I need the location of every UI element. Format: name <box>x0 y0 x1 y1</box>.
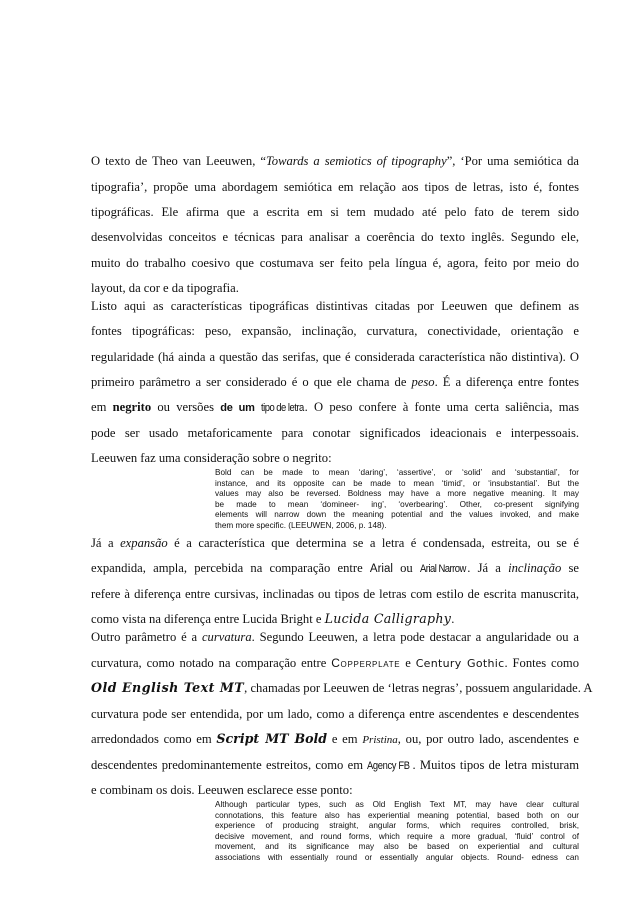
text-run: , chamadas por Leeuwen de ‘letras negras’, possuem angularidade. A <box>244 681 593 695</box>
text-run: Leeuwen faz uma consideração sobre o negrito: <box>91 451 332 465</box>
text-run: . Muitos tipos de letra misturam <box>412 758 579 772</box>
text-run: Já a <box>91 536 121 550</box>
body-text-line <box>91 680 593 696</box>
body-text-line <box>91 280 579 296</box>
body-text-line <box>91 757 579 774</box>
body-text-line <box>91 450 579 466</box>
text-run: tipográficas. Ele afirma que a escrita em si tem mudado até pelo fato de terem sido <box>91 205 579 219</box>
text-run: . Fontes como <box>504 656 580 670</box>
styled-text: Arial Narrow <box>419 563 466 575</box>
text-run: tipografia’, propõe uma abordagem semiótica em relação aos tipos de letras, isto é, fontes <box>91 180 579 194</box>
text-run: curvatura, como notado na comparação entre <box>91 656 332 670</box>
body-text-line <box>91 255 579 271</box>
text-run: e <box>400 656 416 670</box>
body-text-line <box>91 399 579 416</box>
body-text-line <box>91 629 579 645</box>
text-run: regularidade (há ainda a questão das serifas, que é considerada característica não distintiva). O <box>91 350 579 364</box>
body-text-line <box>91 425 579 441</box>
styled-text: tipo de letra <box>260 402 304 414</box>
text-run: muito do trabalho coesivo que costumava ser feito pela língua é, agora, feito por meio do <box>91 256 579 270</box>
styled-text: Arial <box>369 563 393 575</box>
block-quote-line: connotations, this feature also has experiential meaning potential, based both on our <box>215 810 579 820</box>
text-run: O texto de Theo van Leeuwen, “ <box>91 154 266 168</box>
body-text-line <box>91 535 579 551</box>
text-run: Outro parâmetro é a <box>91 630 202 644</box>
block-quote-line: be made to mean ‘domineer- ing’, ‘overbearing’. Other, co-present signifying <box>215 499 579 509</box>
text-run: . O peso confere à fonte uma certa saliência, mas <box>304 400 580 414</box>
styled-text: Old English Text MT <box>91 680 245 695</box>
block-quote-line: instance, and its opposite can be made to mean ‘timid’, or ‘insubstantial’. But the <box>215 478 579 488</box>
block-quote-line: them more specific. (LEEUWEN, 2006, p. 148). <box>215 521 387 530</box>
body-text-line <box>91 374 579 390</box>
styled-text: Script MT Bold <box>216 731 328 746</box>
body-text-line <box>91 323 579 339</box>
body-text-line <box>91 731 579 748</box>
text-run: . <box>451 612 455 626</box>
body-text-line <box>91 349 579 365</box>
text-run: refere à diferença entre cursivas, inclinadas ou tipos de letras com estilo de escrita manuscrita, <box>91 587 579 601</box>
text-run: fontes tipográficas: peso, expansão, inclinação, curvatura, conectividade, orientação e <box>91 324 579 338</box>
block-quote-line: Bold can be made to mean ‘daring’, ‘assertive’, or ‘solid’ and ‘substantial’, for <box>215 468 579 477</box>
body-text-line <box>91 560 579 577</box>
body-text-line <box>91 229 579 245</box>
text-run: , ou, por outro lado, ascendentes e <box>397 732 580 746</box>
styled-text: expansão <box>120 536 168 550</box>
text-run: em <box>91 400 113 414</box>
body-text-line <box>91 298 579 314</box>
styled-text: inclinação <box>508 561 562 575</box>
text-run: arredondados como em <box>91 732 217 746</box>
text-run: layout, da cor e da tipografia. <box>91 281 239 295</box>
text-run: e em <box>327 732 363 746</box>
text-run: se <box>561 561 579 575</box>
text-run: primeiro parâmetro a ser considerado é o que ele chama de <box>91 375 412 389</box>
text-run: . Já a <box>467 561 509 575</box>
body-text-line <box>91 153 579 169</box>
block-quote-line: decisive movement, and round forms, which require a more gradual, ‘fluid’ control of <box>215 831 579 841</box>
styled-text: Pristina <box>362 734 398 746</box>
text-run: . É a diferença entre fontes <box>434 375 579 389</box>
body-text-line <box>91 204 579 220</box>
body-text-line <box>91 179 579 195</box>
block-quote-line: values may also be reversed. Boldness may have a more negative meaning. It may <box>215 489 579 499</box>
styled-text: Agency FB <box>367 760 410 772</box>
text-run: pode ser usado metaforicamente para conotar significados ideacionais e interpessoais. <box>91 426 579 440</box>
text-run: desenvolvidas conceitos e técnicas para analisar a coerência do texto inglês. Segundo ele, <box>91 230 579 244</box>
text-run: descendentes predominantemente estreitos, como em <box>91 758 368 772</box>
body-text-line <box>91 782 579 798</box>
styled-text: Copperplate <box>331 656 401 670</box>
text-run: curvatura pode ser entendida, por um lado, como a diferença entre ascendentes e descendentes <box>91 707 579 721</box>
text-run: como vista na diferença entre Lucida Bright e <box>91 612 325 626</box>
body-text-line <box>91 611 579 627</box>
body-text-line <box>91 706 579 722</box>
styled-text: de um <box>220 402 255 414</box>
block-quote-line: associations with essentially round or essentially angular objects. Round- edness can <box>215 853 579 862</box>
text-run: é a característica que determina se a letra é condensada, estreita, ou se é <box>167 536 579 550</box>
styled-text: Lucida Calligraphy <box>324 611 452 626</box>
block-quote-line: elements will narrow down the meaning potential and the values invoked, and make <box>215 510 579 520</box>
block-quote-line: experience of producing straight, angular forms, which requires controlled, brisk, <box>215 821 579 831</box>
styled-text: peso <box>411 375 435 389</box>
styled-text: Century Gothic <box>415 657 505 670</box>
block-quote-line: Although particular types, such as Old English Text MT, may have clear cultural <box>215 800 579 809</box>
text-run: ”, ‘Por uma semiótica da <box>446 154 579 168</box>
text-run: ou versões <box>151 400 221 414</box>
text-run: e combinam os dois. Leeuwen esclarece esse ponto: <box>91 783 353 797</box>
text-run: . Segundo Leeuwen, a letra pode destacar a angularidade ou a <box>251 630 579 644</box>
body-text-line <box>91 586 579 602</box>
styled-text: Towards a semiotics of tipography <box>265 154 447 168</box>
styled-text: curvatura <box>201 630 252 644</box>
text-run: ou <box>392 561 420 575</box>
text-run: expandida, ampla, percebida na comparação entre <box>91 561 370 575</box>
body-text-line <box>91 655 579 672</box>
block-quote-line: movement, and its significance may also be based on experiential and cultural <box>215 842 579 852</box>
text-run: Listo aqui as características tipográficas distintivas citadas por Leeuwen que definem as <box>91 299 579 313</box>
styled-text: negrito <box>112 400 152 414</box>
